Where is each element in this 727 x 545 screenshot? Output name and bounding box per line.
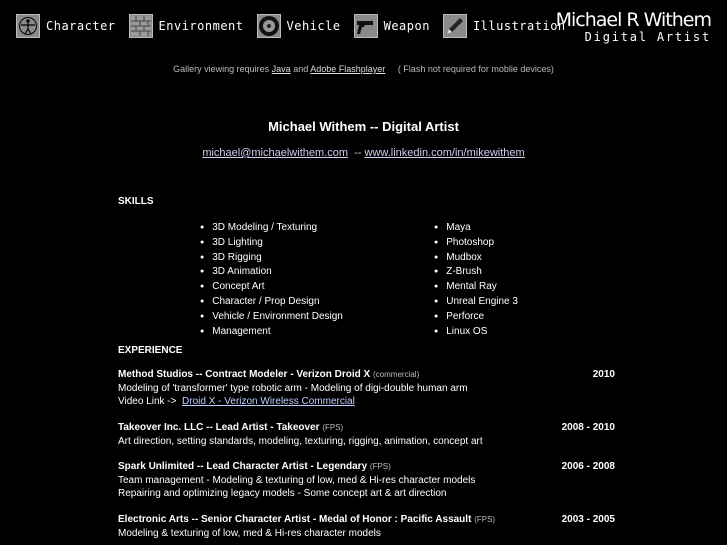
job-title: Method Studios -- Contract Modeler - Verizon Droid X [118,369,371,380]
list-item: ● Maya [434,221,518,236]
top-nav [16,14,579,38]
list-item: ● 3D Lighting [200,236,343,251]
linkedin-link[interactable]: www.linkedin.com/in/mikewithem [364,147,525,159]
email-link[interactable]: michael@michaelwithem.com [202,147,348,159]
list-item: ● Photoshop [434,236,518,251]
experience-heading: EXPERIENCE [118,345,183,356]
list-item: ● Unreal Engine 3 [434,295,518,310]
contact-line [0,147,727,159]
job-description: Modeling of 'transformer' type robotic arm - Modeling of digi-double human arm [118,382,468,394]
pistol-icon [354,14,378,38]
list-item: ● Vehicle / Environment Design [200,310,343,325]
video-link-prefix: Video Link -> [118,396,177,408]
vitruvian-man-icon [16,14,40,38]
flash-link[interactable]: Adobe Flashplayer [310,64,386,74]
list-item: ● Management [200,325,343,340]
list-item: ● Character / Prop Design [200,295,343,310]
pencil-icon [443,14,467,38]
brand-name: Michael R Withem [555,9,711,31]
notice-prefix: Gallery viewing requires [173,64,270,74]
job-note: (FPS) [369,462,391,471]
brand-logo [556,10,711,44]
job-note: (FPS) [474,515,496,524]
list-item: ● Mental Ray [434,280,518,295]
nav-illustration-label: Illustration [472,19,566,33]
list-item: ● Concept Art [200,280,343,295]
job-years: 2006 - 2008 [561,461,615,472]
job-title: Takeover Inc. LLC -- Lead Artist - Takeover [118,422,320,433]
video-link[interactable]: Droid X - Verizon Wireless Commercial [182,396,355,408]
job-entry [118,513,615,540]
list-item: ● Mudbox [434,251,518,266]
job-entry [118,368,615,409]
nav-weapon[interactable] [354,14,430,38]
list-item: ● Linux OS [434,325,518,340]
notice-and: and [293,64,309,74]
job-entry [118,421,615,448]
brick-wall-icon [129,14,153,38]
nav-vehicle-label: Vehicle [286,19,341,33]
list-item: ● 3D Modeling / Texturing [200,221,343,236]
tire-icon [257,14,281,38]
job-description: Art direction, setting standards, modeling, texturing, rigging, animation, concept art [118,435,483,447]
job-years: 2010 [592,369,615,380]
job-note: (commercial) [373,370,420,379]
nav-vehicle[interactable] [257,14,341,38]
job-title: Electronic Arts -- Senior Character Artist - Medal of Honor : Pacific Assault [118,514,472,525]
list-item: ● Z-Brush [434,265,518,280]
skills-list-right [434,221,518,339]
notice-suffix: ( Flash not required for moblie devices) [397,64,554,74]
job-description: Repairing and optimizing legacy models - Some concept art & art direction [118,488,447,500]
skills-list-left [200,221,343,339]
nav-illustration[interactable] [443,14,566,38]
nav-character[interactable] [16,14,116,38]
nav-weapon-label: Weapon [383,19,430,33]
nav-environment[interactable] [129,14,244,38]
job-entry [118,460,615,501]
page-title: Michael Withem -- Digital Artist [268,119,459,134]
job-title: Spark Unlimited -- Lead Character Artist - Legendary [118,461,368,472]
nav-environment-label: Environment [158,19,244,33]
list-item: ● 3D Animation [200,265,343,280]
nav-character-label: Character [46,19,116,33]
contact-separator: -- [354,147,362,159]
job-years: 2003 - 2005 [561,514,615,525]
job-description: Team management - Modeling & texturing of low, med & Hi-res character models [118,474,476,486]
job-years: 2008 - 2010 [561,422,615,433]
brand-subtitle: Digital Artist [584,30,711,44]
list-item: ● Perforce [434,310,518,325]
job-description: Modeling & texturing of low, med & Hi-res character models [118,527,381,539]
skills-heading: SKILLS [118,196,154,207]
java-link[interactable]: Java [271,64,291,74]
flash-notice [0,64,727,74]
list-item: ● 3D Rigging [200,251,343,266]
job-note: (FPS) [322,423,344,432]
